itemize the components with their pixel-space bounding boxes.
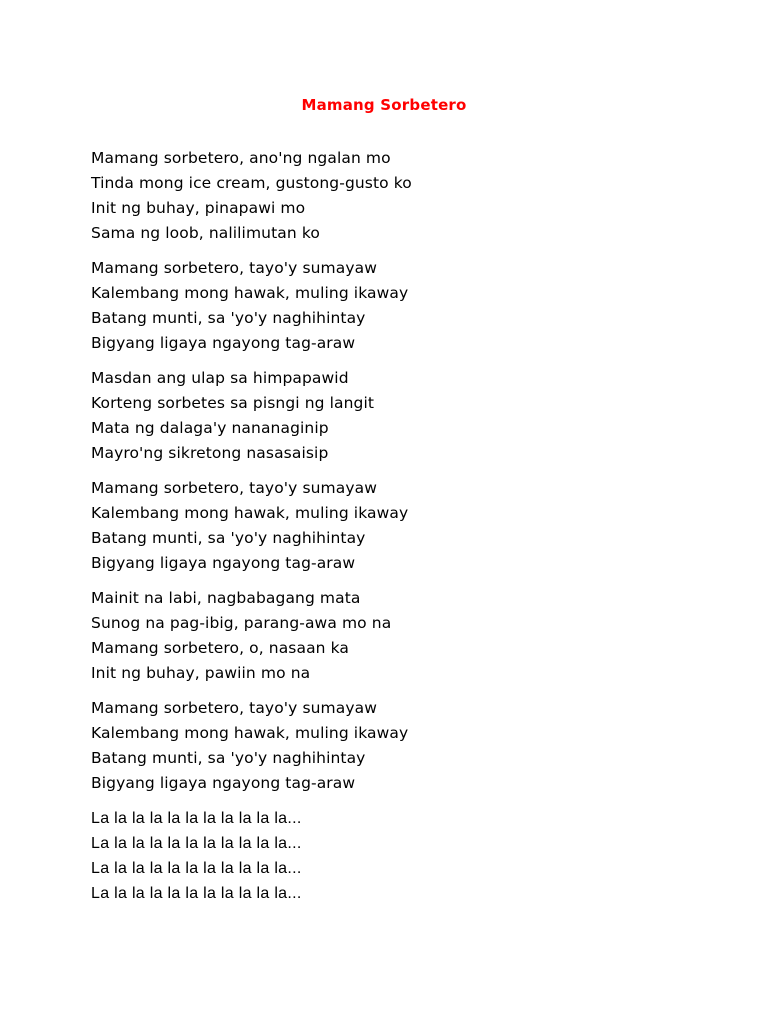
lyric-line: Batang munti, sa 'yo'y naghihintay bbox=[91, 749, 366, 767]
stanza-1 bbox=[91, 146, 691, 246]
lyric-line: La la la la la la la la la la la... bbox=[91, 885, 302, 902]
stanza-7 bbox=[91, 806, 691, 906]
stanza-2 bbox=[91, 256, 691, 356]
lyric-line: Kalembang mong hawak, muling ikaway bbox=[91, 724, 409, 742]
lyric-line: Kalembang mong hawak, muling ikaway bbox=[91, 504, 409, 522]
lyric-line: La la la la la la la la la la la... bbox=[91, 860, 302, 877]
lyric-line: Mainit na labi, nagbabagang mata bbox=[91, 589, 361, 607]
lyric-line: Mamang sorbetero, o, nasaan ka bbox=[91, 639, 350, 657]
stanza-3 bbox=[91, 366, 691, 466]
lyric-line: Masdan ang ulap sa himpapawid bbox=[91, 369, 349, 387]
lyric-line: Sunog na pag-ibig, parang-awa mo na bbox=[91, 614, 392, 632]
page-title: Mamang Sorbetero bbox=[301, 96, 467, 114]
lyric-line: Mayro'ng sikretong nasasaisip bbox=[91, 444, 329, 462]
lyric-line: Mamang sorbetero, tayo'y sumayaw bbox=[91, 479, 377, 497]
stanza-4 bbox=[91, 476, 691, 576]
lyrics-body bbox=[91, 146, 691, 916]
lyric-line: Init ng buhay, pinapawi mo bbox=[91, 199, 306, 217]
stanza-5 bbox=[91, 586, 691, 686]
lyric-line: Mamang sorbetero, ano'ng ngalan mo bbox=[91, 149, 391, 167]
lyric-line: La la la la la la la la la la la... bbox=[91, 810, 302, 827]
lyric-line: Mamang sorbetero, tayo'y sumayaw bbox=[91, 699, 377, 717]
lyric-line: Batang munti, sa 'yo'y naghihintay bbox=[91, 309, 366, 327]
lyric-line: Sama ng loob, nalilimutan ko bbox=[91, 224, 320, 242]
lyric-line: Init ng buhay, pawiin mo na bbox=[91, 664, 311, 682]
lyric-line: Kalembang mong hawak, muling ikaway bbox=[91, 284, 409, 302]
lyric-line: Bigyang ligaya ngayong tag-araw bbox=[91, 334, 356, 352]
stanza-6 bbox=[91, 696, 691, 796]
lyric-line: Tinda mong ice cream, gustong-gusto ko bbox=[91, 174, 412, 192]
lyric-line: Bigyang ligaya ngayong tag-araw bbox=[91, 554, 356, 572]
lyric-line: Korteng sorbetes sa pisngi ng langit bbox=[91, 394, 375, 412]
lyric-line: Mamang sorbetero, tayo'y sumayaw bbox=[91, 259, 377, 277]
lyric-line: Mata ng dalaga'y nananaginip bbox=[91, 419, 329, 437]
lyric-line: Bigyang ligaya ngayong tag-araw bbox=[91, 774, 356, 792]
lyric-line: La la la la la la la la la la la... bbox=[91, 835, 302, 852]
lyric-line: Batang munti, sa 'yo'y naghihintay bbox=[91, 529, 366, 547]
